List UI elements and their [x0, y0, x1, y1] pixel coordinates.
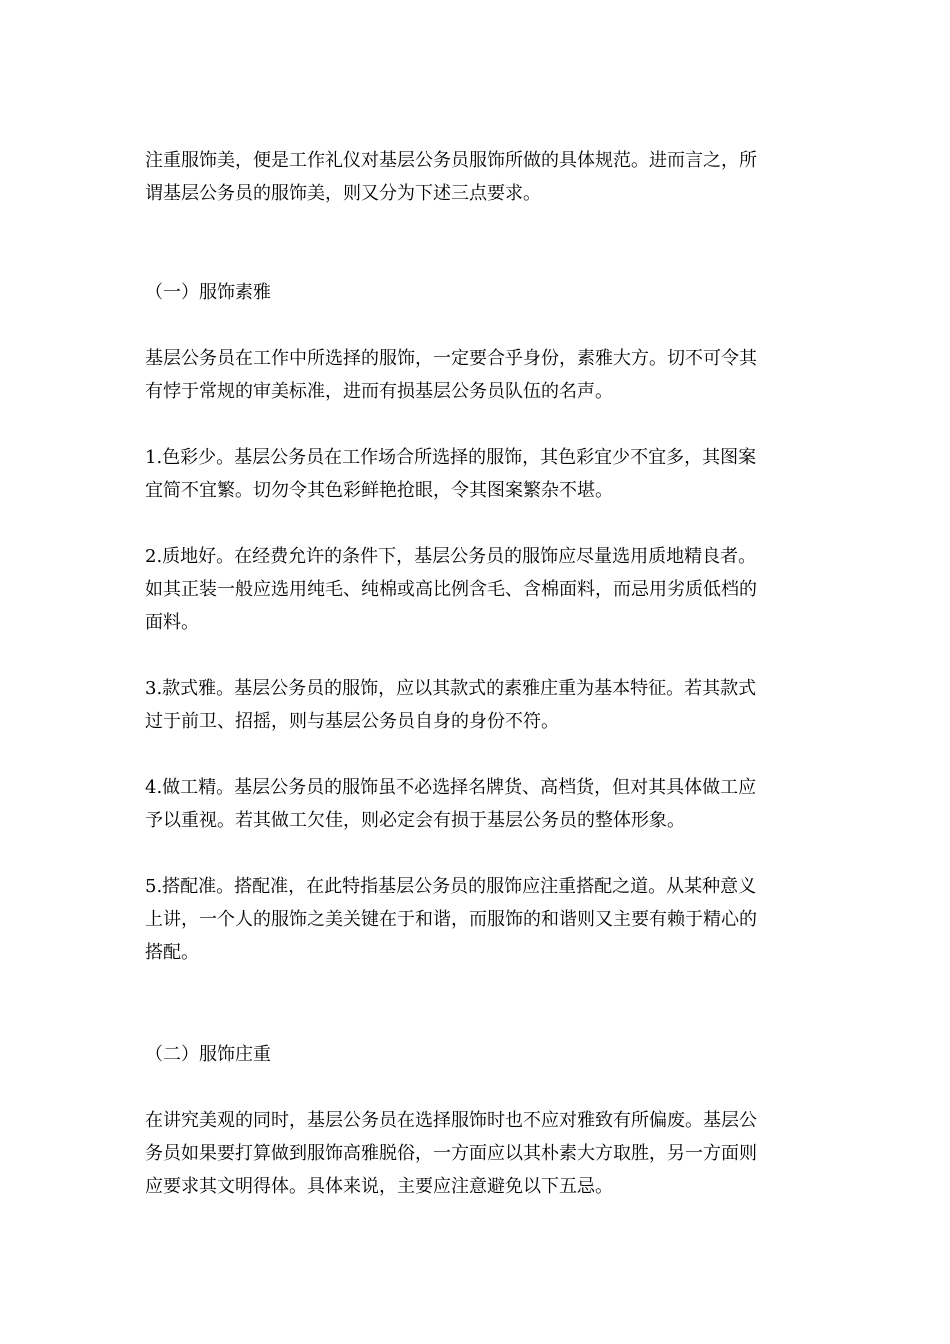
text-line: 2.质地好。在经费允许的条件下，基层公务员的服饰应尽量选用质地精良者。	[145, 546, 757, 567]
section2-heading: （二）服饰庄重	[145, 1044, 271, 1065]
text-line: 有悖于常规的审美标准，进而有损基层公务员队伍的名声。	[145, 381, 613, 402]
intro-paragraph	[145, 144, 805, 210]
text-line: 如其正装一般应选用纯毛、纯棉或高比例含毛、含棉面料，而忌用劣质低档的	[145, 579, 757, 600]
text-line: 面料。	[145, 612, 199, 633]
text-line: 谓基层公务员的服饰美，则又分为下述三点要求。	[145, 183, 541, 204]
text-line: 予以重视。若其做工欠佳，则必定会有损于基层公务员的整体形象。	[145, 810, 685, 831]
text-line: 上讲，一个人的服饰之美关键在于和谐，而服饰的和谐则又主要有赖于精心的	[145, 909, 757, 930]
text-line: 宜简不宜繁。切勿令其色彩鲜艳抢眼，令其图案繁杂不堪。	[145, 480, 613, 501]
text-line: 5.搭配准。搭配准，在此特指基层公务员的服饰应注重搭配之道。从某种意义	[145, 876, 757, 897]
text-line: 搭配。	[145, 942, 199, 963]
item-paragraph-2	[145, 540, 805, 639]
section2-intro-paragraph	[145, 1104, 805, 1203]
item-paragraph-1	[145, 441, 805, 507]
text-line: 注重服饰美，便是工作礼仪对基层公务员服饰所做的具体规范。进而言之，所	[145, 150, 757, 171]
text-line: 4.做工精。基层公务员的服饰虽不必选择名牌货、高档货，但对其具体做工应	[145, 777, 757, 798]
text-line: 过于前卫、招摇，则与基层公务员自身的身份不符。	[145, 711, 559, 732]
section1-heading: （一）服饰素雅	[145, 282, 271, 303]
text-line: 3.款式雅。基层公务员的服饰，应以其款式的素雅庄重为基本特征。若其款式	[145, 678, 757, 699]
section1-intro-paragraph	[145, 342, 805, 408]
item-paragraph-4	[145, 771, 805, 837]
item-paragraph-3	[145, 672, 805, 738]
text-line: 在讲究美观的同时，基层公务员在选择服饰时也不应对雅致有所偏废。基层公	[145, 1110, 757, 1131]
text-line: 基层公务员在工作中所选择的服饰，一定要合乎身份，素雅大方。切不可令其	[145, 348, 757, 369]
text-line: 应要求其文明得体。具体来说，主要应注意避免以下五忌。	[145, 1176, 613, 1197]
text-line: 务员如果要打算做到服饰高雅脱俗，一方面应以其朴素大方取胜，另一方面则	[145, 1143, 757, 1164]
item-paragraph-5	[145, 870, 805, 969]
text-line: 1.色彩少。基层公务员在工作场合所选择的服饰，其色彩宜少不宜多，其图案	[145, 447, 757, 468]
